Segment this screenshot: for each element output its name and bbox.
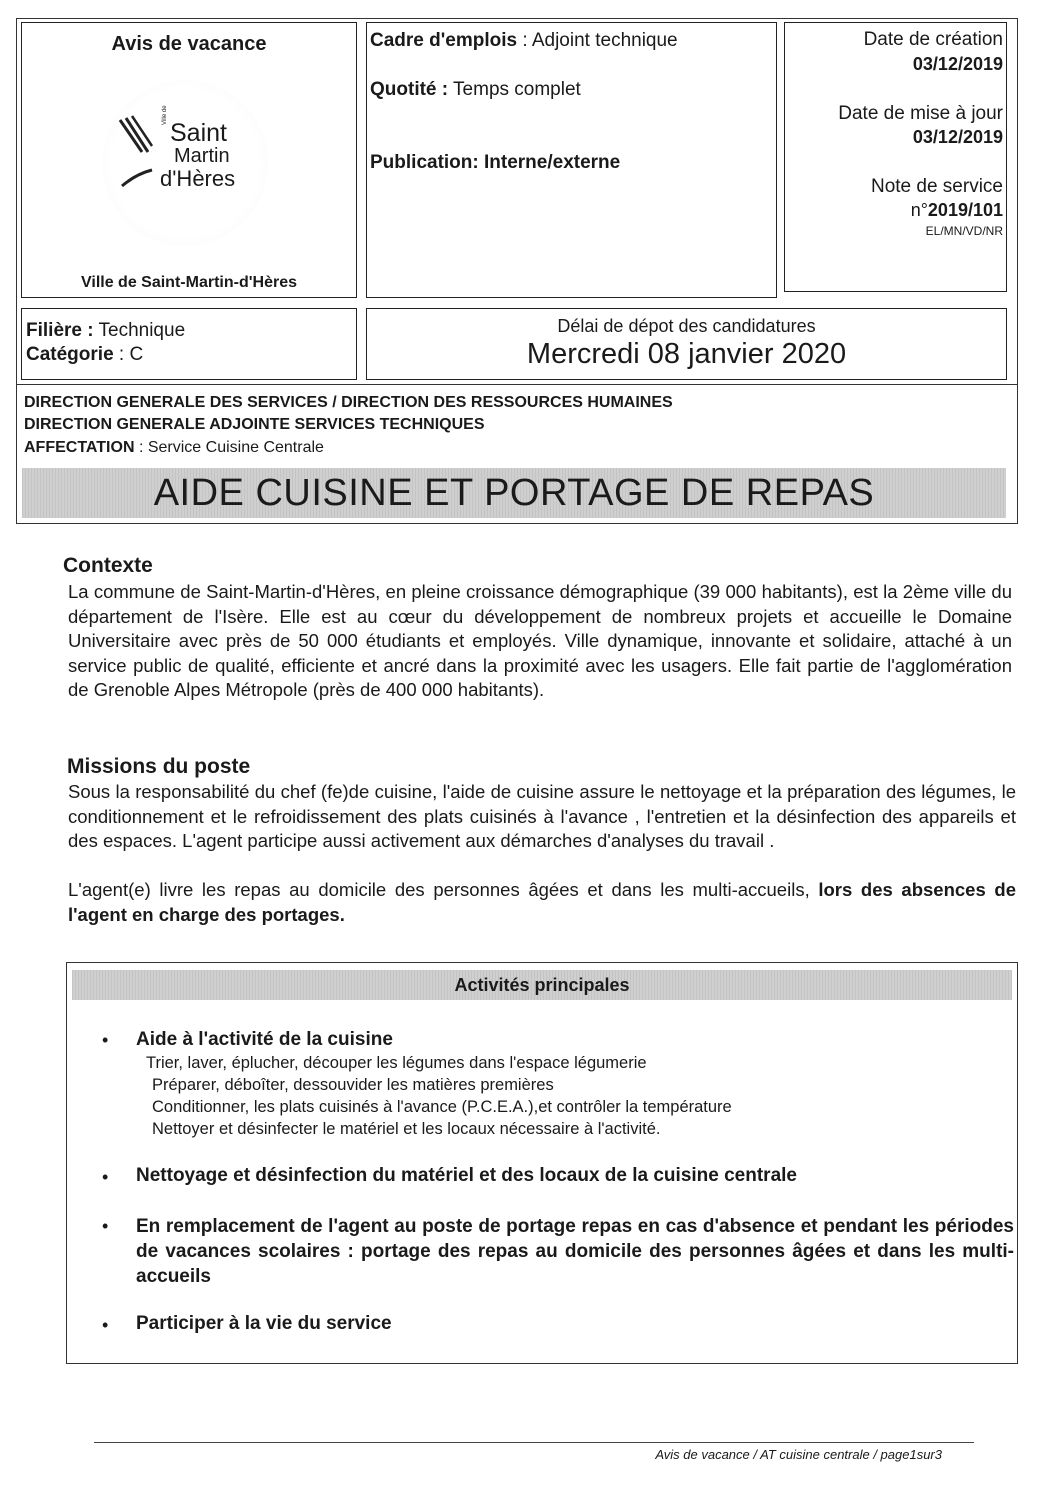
deadline-label: Délai de dépot des candidatures	[557, 316, 816, 336]
quotite-value: Temps complet	[448, 79, 581, 100]
activity-title: Nettoyage et désinfection du matériel et des locaux de la cuisine centrale	[136, 1165, 797, 1186]
note-ref: EL/MN/VD/NR	[925, 224, 1003, 238]
date-creation-value: 03/12/2019	[912, 54, 1003, 74]
affectation-label: AFFECTATION	[24, 439, 135, 456]
missions-heading: Missions du poste	[67, 755, 251, 778]
note-number	[911, 200, 1003, 221]
activity-title: Participer à la vie du service	[136, 1313, 392, 1334]
filiere-label: Filière :	[26, 320, 94, 341]
cadre-label: Cadre d'emplois	[370, 30, 518, 51]
filiere	[26, 320, 185, 342]
activity-title: Aide à l'activité de la cuisine	[136, 1029, 393, 1050]
affectation-value: : Service Cuisine Centrale	[134, 439, 324, 456]
logo-line2: Martin	[174, 145, 230, 167]
date-maj-value: 03/12/2019	[912, 127, 1003, 147]
activities-frame	[66, 962, 1018, 1364]
bullet-icon: •	[102, 1315, 109, 1335]
logo-line1: Saint	[170, 119, 227, 147]
logo-vertical-text: Ville de	[162, 105, 168, 125]
publication: Publication: Interne/externe	[370, 152, 621, 173]
direction-line-1: DIRECTION GENERALE DES SERVICES / DIRECTION DES RESSOURCES HUMAINES	[24, 394, 673, 411]
contexte-text: La commune de Saint-Martin-d'Hères, en pleine croissance démographique (39 000 habitants), est la 2ème ville du département de l'Isère. Elle est au cœur du développement de nombreux projets et accueille le Domaine Universitaire avec près de 50 000 étudiants et employés. Ville dynamique, innovante et solidaire, attaché à un service public de qualité, efficiente et ancré dans la proximité avec les usagers. Elle fait partie de l'agglomération de Grenoble Alpes Métropole (près de 400 000 habitants).	[68, 581, 1012, 700]
footer-rule	[94, 1442, 974, 1443]
logo-line3: d'Hères	[160, 166, 236, 191]
divider	[17, 384, 1018, 385]
activity-title: En remplacement de l'agent au poste de portage repas en cas d'absence et pendant les périodes de vacances scolaires : portage des repas au domicile des personnes âgées et dans les multi-accueils	[136, 1216, 1014, 1287]
activity-sub: Nettoyer et désinfecter le matériel et les locaux nécessaire à l'activité.	[152, 1120, 661, 1138]
bullet-icon: •	[102, 1216, 109, 1236]
activity-sub: Conditionner, les plats cuisinés à l'avance (P.C.E.A.),et contrôler la température	[152, 1098, 732, 1116]
quotite	[370, 79, 581, 101]
direction-line-2: DIRECTION GENERALE ADJOINTE SERVICES TECHNIQUES	[24, 416, 485, 433]
date-maj-label: Date de mise à jour	[838, 103, 1003, 124]
affectation	[24, 439, 324, 457]
activity-sub: Trier, laver, éplucher, découper les légumes dans l'espace légumerie	[146, 1054, 647, 1072]
notice-title: Avis de vacance	[111, 33, 267, 55]
activities-heading: Activités principales	[454, 975, 630, 995]
contexte-heading: Contexte	[63, 554, 153, 577]
cadre-emplois	[370, 30, 678, 52]
city-logo	[112, 105, 252, 202]
categorie-value: : C	[113, 344, 144, 365]
note-value: 2019/101	[927, 200, 1003, 220]
bullet-icon: •	[102, 1030, 109, 1050]
categorie-label: Catégorie	[26, 344, 114, 365]
note-label: Note de service	[870, 176, 1003, 197]
job-title: AIDE CUISINE ET PORTAGE DE REPAS	[153, 472, 875, 514]
city-name: Ville de Saint-Martin-d'Hères	[80, 274, 297, 291]
categorie	[26, 344, 143, 366]
missions-text-2-bold: lors des absences de l'agent en charge des portages.	[68, 879, 1016, 925]
quotite-label: Quotité :	[370, 79, 449, 100]
activity-sub: Préparer, déboîter, dessouvider les matières premières	[152, 1076, 554, 1094]
missions-text: Sous la responsabilité du chef (fe)de cuisine, l'aide de cuisine assure le nettoyage et la préparation des légumes, le conditionnement et le refroidissement des plats cuisinés à l'avance , l'entretien et la désinfection des appareils et des espaces. L'agent participe aussi activement aux démarches d'analyses du travail .	[68, 781, 1016, 851]
deadline-date: Mercredi 08 janvier 2020	[526, 338, 847, 370]
note-prefix: n°	[910, 200, 928, 220]
date-creation-label: Date de création	[863, 29, 1003, 50]
missions-text-2-plain: L'agent(e) livre les repas au domicile des personnes âgées et dans les multi-accueils,	[68, 879, 819, 900]
footer-text: Avis de vacance / AT cuisine centrale / page1sur3	[655, 1447, 942, 1462]
bullet-icon: •	[102, 1167, 109, 1187]
filiere-value: Technique	[93, 320, 186, 341]
cadre-value: : Adjoint technique	[517, 30, 678, 51]
missions-text-2	[68, 878, 1016, 927]
